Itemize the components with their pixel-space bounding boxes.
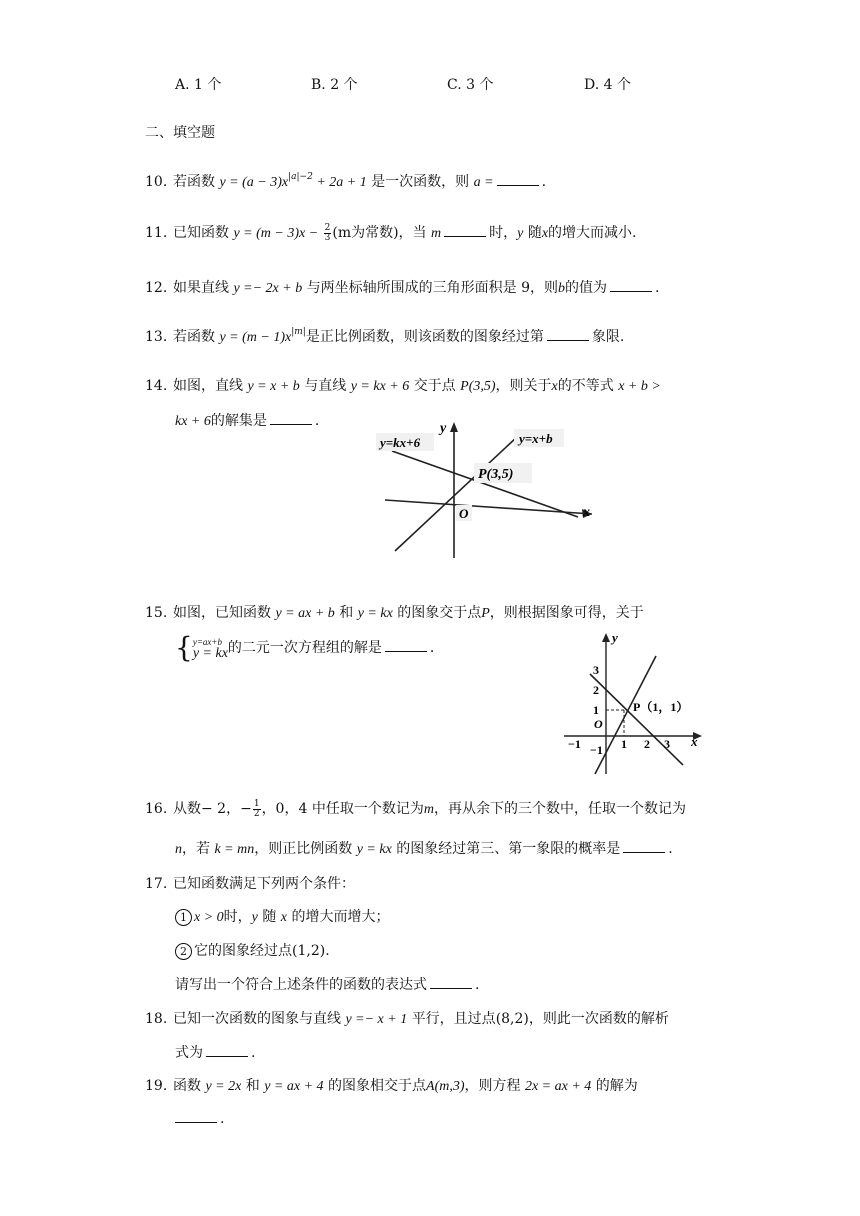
- circled-number: 2: [175, 943, 192, 960]
- label-y-kx-6: y=kx+6: [380, 435, 421, 450]
- answer-blank[interactable]: [623, 840, 665, 853]
- line-y-ax-b: [590, 674, 683, 765]
- figure-15-graph: [560, 628, 705, 778]
- question-16: 16. 从数− 2，− $\frac{1}{2}$ ，0，4 中任取一个数记为m，再从余下的三个数中，任取一个数记为: [145, 798, 686, 819]
- question-number: 16.: [145, 801, 168, 817]
- question-17: 17. 已知函数满足下列两个条件：: [145, 876, 355, 892]
- question-number: 13.: [145, 329, 168, 345]
- answer-blank[interactable]: [206, 1044, 248, 1057]
- y-tick-label: 3: [593, 663, 599, 677]
- label-origin: O: [594, 717, 603, 731]
- label-y-x-b: y=x+b: [519, 431, 553, 446]
- question-12: 12. 如果直线 y =− 2x + b 与两坐标轴所围成的三角形面积是 9，则b的值为 .: [145, 280, 660, 296]
- question-18-line2: 式为 .: [175, 1045, 256, 1061]
- label-origin: O: [459, 506, 469, 521]
- fraction: $\frac{2}{3}$: [324, 222, 331, 243]
- circled-number: 1: [175, 909, 192, 926]
- answer-blank[interactable]: [175, 1110, 217, 1123]
- x-axis: [385, 500, 592, 514]
- y-tick-label: −1: [590, 743, 603, 757]
- y-axis-arrow: [602, 633, 610, 642]
- x-tick-label: 1: [621, 737, 627, 751]
- question-10: 10. 若函数 $y = (a - 3)x^{|a|-2} + 2a + 1$ 是一次函数，则 a = .: [145, 172, 547, 190]
- answer-blank[interactable]: [270, 412, 312, 425]
- question-14: 14. 如图，直线 y = x + b 与直线 y = kx + 6 交于点 P(3,5)，则关于x的不等式 x + b >: [145, 378, 661, 394]
- question-16-line2: n，若 k = mn，则正比例函数 y = kx 的图象经过第三、第一象限的概率是 .: [175, 841, 673, 857]
- option-a: A. 1 个: [175, 77, 222, 93]
- answer-blank[interactable]: [444, 224, 486, 237]
- question-17-condition-2: 2 它的图象经过点(1,2).: [175, 940, 330, 960]
- question-19-line2: .: [175, 1110, 224, 1127]
- question-number: 12.: [145, 280, 168, 296]
- question-14-line2: kx + 6的解集是 .: [175, 413, 320, 429]
- x-tick-label: 3: [664, 737, 670, 751]
- fraction: $\frac{1}{2}$: [253, 798, 260, 819]
- label-point-p: P（1，1）: [633, 700, 689, 714]
- question-number: 15.: [145, 605, 168, 621]
- option-c: C. 3 个: [447, 77, 494, 93]
- question-17-prompt: 请写出一个符合上述条件的函数的表达式 .: [175, 977, 480, 993]
- question-18: 18. 已知一次函数的图象与直线 y =− x + 1 平行，且过点(8,2)，则此一次函数的解析: [145, 1011, 669, 1027]
- question-17-condition-1: 1 x > 0时，y 随 x 的增大而增大；: [175, 906, 389, 926]
- question-number: 14.: [145, 378, 168, 394]
- label-y-axis: y: [612, 630, 618, 645]
- label-point-p: P(3,5): [478, 467, 514, 482]
- question-number: 19.: [145, 1078, 168, 1094]
- question-13: 13. 若函数 $y = (m - 1)x^{|m|}$是正比例函数，则该函数的图象经过第 象限.: [145, 327, 625, 345]
- answer-blank[interactable]: [610, 279, 652, 292]
- question-number: 10.: [145, 174, 168, 190]
- question-11: 11. 已知函数 y = (m − 3)x − $\frac{2}{3}$ (m为常数)，当 m 时，y 随x的增大而减小.: [145, 222, 637, 243]
- question-15: 15. 如图，已知函数 y = ax + b 和 y = kx 的图象交于点P，则根据图象可得，关于: [145, 605, 644, 621]
- question-15-line2: { y=ax+b y = kx 的二元一次方程组的解是 .: [175, 631, 435, 664]
- option-d: D. 4 个: [584, 77, 631, 93]
- answer-blank[interactable]: [430, 976, 472, 989]
- line-y-x-b: [395, 436, 518, 551]
- line-y-kx: [595, 656, 656, 774]
- figure-14-graph: [370, 418, 600, 563]
- answer-blank[interactable]: [497, 173, 539, 186]
- answer-blank[interactable]: [385, 639, 427, 652]
- x-tick-label: 2: [644, 737, 650, 751]
- brace: {: [175, 631, 193, 664]
- label-x-axis: x: [583, 505, 590, 520]
- x-tick-label: −1: [568, 737, 581, 751]
- y-tick-label: 2: [593, 683, 599, 697]
- question-number: 18.: [145, 1011, 168, 1027]
- y-tick-label: 1: [593, 703, 599, 717]
- option-b: B. 2 个: [311, 77, 358, 93]
- question-19: 19. 函数 y = 2x 和 y = ax + 4 的图象相交于点A(m,3)，则方程 2x = ax + 4 的解为: [145, 1078, 638, 1094]
- section-title: 二、填空题: [145, 125, 215, 141]
- question-number: 17.: [145, 876, 168, 892]
- label-y-axis: y: [440, 421, 447, 436]
- label-x-axis: x: [691, 734, 698, 749]
- answer-blank[interactable]: [547, 328, 589, 341]
- y-axis-arrow: [450, 422, 458, 432]
- equation-system: { y=ax+b y = kx: [175, 631, 228, 664]
- question-number: 11.: [145, 225, 168, 241]
